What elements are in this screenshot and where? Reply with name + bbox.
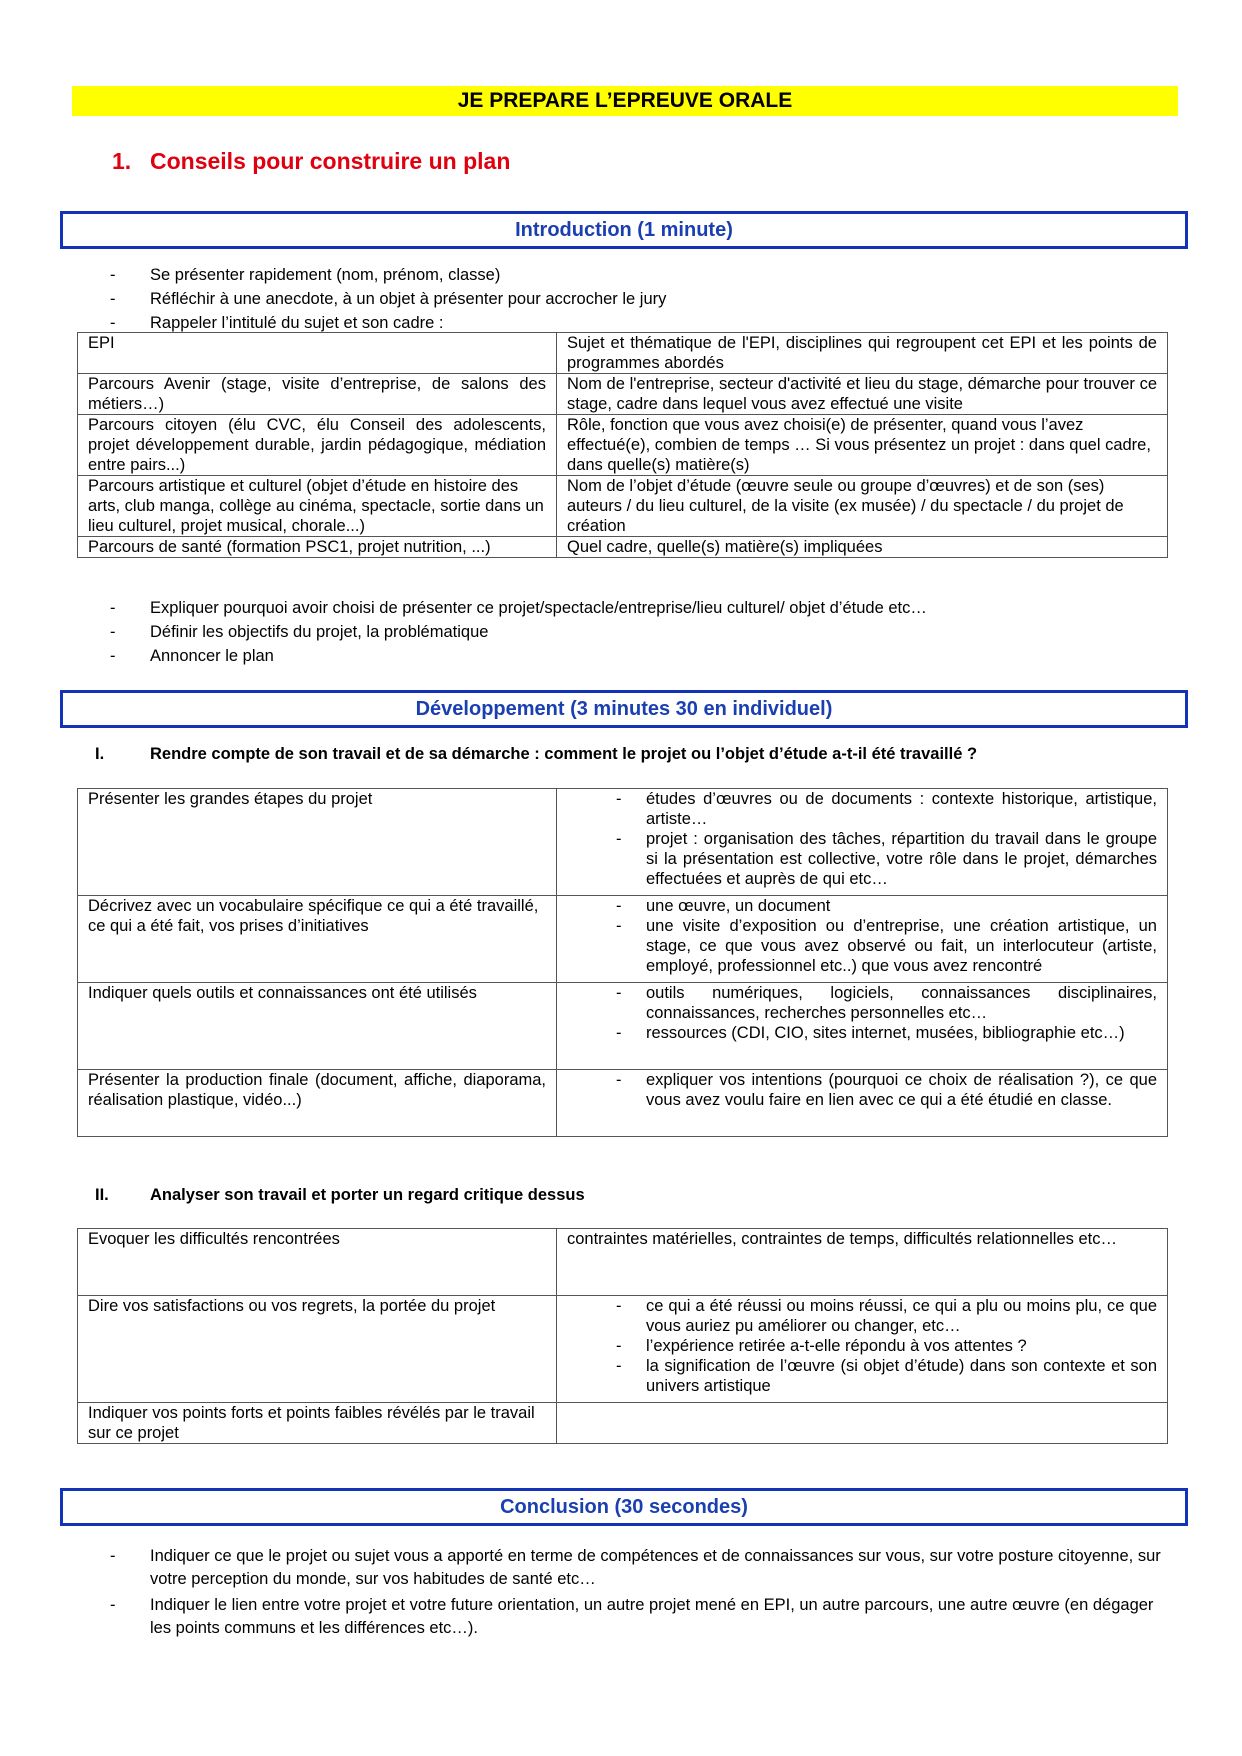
list-item: - ressources (CDI, CIO, sites internet, musées, bibliographie etc…) <box>567 1023 1157 1043</box>
conclusion-list <box>110 1545 1170 1640</box>
conclusion-header: Conclusion (30 secondes) <box>60 1488 1188 1526</box>
list-item: - Rappeler l’intitulé du sujet et son cadre : <box>110 314 444 332</box>
intro-bullet-list <box>110 263 666 335</box>
table-cell: contraintes matérielles, contraintes de temps, difficultés relationnelles etc… <box>557 1229 1168 1296</box>
list-item: - Se présenter rapidement (nom, prénom, classe) <box>110 266 501 284</box>
table-cell: Parcours de santé (formation PSC1, projet nutrition, ...) <box>78 537 557 558</box>
list-item: - Réfléchir à une anecdote, à un objet à présenter pour accrocher le jury <box>110 290 667 308</box>
table-cell: Parcours citoyen (élu CVC, élu Conseil des adolescents, projet développement durable, jardin pédagogique, médiation entre pairs...) <box>78 415 557 476</box>
table-cell: Rôle, fonction que vous avez choisi(e) de présenter, quand vous l’avez effectué(e), combien de temps … Si vous présentez un projet : dans quel cadre, dans quelle(s) matière(s) <box>557 415 1168 476</box>
list-item: - une visite d’exposition ou d’entreprise, une création artistique, un stage, ce que vous avez observé ou fait, un interlocuteur (artiste, employé, professionnel etc..) que vous avez rencontré <box>567 916 1157 976</box>
table-row <box>78 896 1168 983</box>
section-heading <box>112 148 510 175</box>
list-item: - ce qui a été réussi ou moins réussi, ce qui a plu ou moins plu, ce que vous auriez pu améliorer ou changer, etc… <box>567 1296 1157 1336</box>
dev-header: Développement (3 minutes 30 en individuel) <box>60 690 1188 728</box>
table-row <box>78 333 1168 374</box>
heading-text: Conseils pour construire un plan <box>150 148 511 174</box>
table-cell <box>557 1403 1168 1444</box>
table-cell <box>557 983 1168 1070</box>
page-title: JE PREPARE L’EPREUVE ORALE <box>72 86 1178 116</box>
table-cell: Evoquer les difficultés rencontrées <box>78 1229 557 1296</box>
list-item: - projet : organisation des tâches, répartition du travail dans le groupe si la présentation est collective, votre rôle dans le projet, démarches effectuées et auprès de qui etc… <box>567 829 1157 889</box>
part2-table <box>77 1228 1168 1444</box>
heading-number: 1. <box>112 148 132 174</box>
table-row <box>78 415 1168 476</box>
intro-header: Introduction (1 minute) <box>60 211 1188 249</box>
table-cell: Indiquer vos points forts et points faibles révélés par le travail sur ce projet <box>78 1403 557 1444</box>
table-cell: Nom de l'entreprise, secteur d'activité et lieu du stage, démarche pour trouver ce stage, cadre dans lequel vous avez effectué une visite <box>557 374 1168 415</box>
list-item: - Définir les objectifs du projet, la problématique <box>110 623 489 641</box>
part2-numeral: II. <box>95 1186 109 1204</box>
table-row <box>78 983 1168 1070</box>
table-row <box>78 1229 1168 1296</box>
table-cell: Présenter les grandes étapes du projet <box>78 789 557 896</box>
intro-after-list <box>110 596 927 668</box>
list-item: - la signification de l’œuvre (si objet d’étude) dans son contexte et son univers artistique <box>567 1356 1157 1396</box>
table-cell: Quel cadre, quelle(s) matière(s) impliquées <box>557 537 1168 558</box>
table-cell: Indiquer quels outils et connaissances ont été utilisés <box>78 983 557 1070</box>
list-item: - expliquer vos intentions (pourquoi ce choix de réalisation ?), ce que vous avez voulu faire en lien avec ce qui a été étudié en classe. <box>567 1070 1157 1110</box>
part1-heading <box>95 745 977 764</box>
table-cell <box>557 1070 1168 1137</box>
part2-title: Analyser son travail et porter un regard critique dessus <box>150 1186 585 1204</box>
table-row <box>78 537 1168 558</box>
list-item: - outils numériques, logiciels, connaissances disciplinaires, connaissances, recherches personnelles etc… <box>567 983 1157 1023</box>
list-item: - l’expérience retirée a-t-elle répondu à vos attentes ? <box>567 1336 1157 1356</box>
table-row <box>78 476 1168 537</box>
list-item: - études d’œuvres ou de documents : contexte historique, artistique, artiste… <box>567 789 1157 829</box>
table-cell: Décrivez avec un vocabulaire spécifique ce qui a été travaillé, ce qui a été fait, vos prises d’initiatives <box>78 896 557 983</box>
list-item: - Annoncer le plan <box>110 647 274 665</box>
table-cell <box>557 789 1168 896</box>
part1-numeral: I. <box>95 745 105 763</box>
list-item: - Indiquer ce que le projet ou sujet vous a apporté en terme de compétences et de connaissances sur vous, sur votre posture citoyenne, sur votre perception du monde, sur vos habitudes de santé etc… <box>110 1547 1161 1588</box>
table-row <box>78 789 1168 896</box>
table-cell <box>557 896 1168 983</box>
table-row <box>78 1403 1168 1444</box>
table-row <box>78 374 1168 415</box>
list-item: - Expliquer pourquoi avoir choisi de présenter ce projet/spectacle/entreprise/lieu culturel/ objet d’étude etc… <box>110 599 927 617</box>
intro-table <box>77 332 1168 558</box>
table-row <box>78 1070 1168 1137</box>
table-cell: Nom de l’objet d’étude (œuvre seule ou groupe d’œuvres) et de son (ses) auteurs / du lieu culturel, de la visite (ex musée) / du spectacle / du projet de création <box>557 476 1168 537</box>
table-cell: Dire vos satisfactions ou vos regrets, la portée du projet <box>78 1296 557 1403</box>
table-cell: Parcours artistique et culturel (objet d’étude en histoire des arts, club manga, collège au cinéma, spectacle, sortie dans un lieu culturel, projet musical, chorale...) <box>78 476 557 537</box>
part2-heading <box>95 1186 585 1205</box>
table-cell: Parcours Avenir (stage, visite d’entreprise, de salons des métiers…) <box>78 374 557 415</box>
part1-table <box>77 788 1168 1137</box>
table-cell: Présenter la production finale (document, affiche, diaporama, réalisation plastique, vidéo...) <box>78 1070 557 1137</box>
table-row <box>78 1296 1168 1403</box>
table-cell <box>557 1296 1168 1403</box>
list-item: - Indiquer le lien entre votre projet et votre future orientation, un autre projet mené en EPI, un autre parcours, une autre œuvre (en dégager les points communs et les différences etc…). <box>110 1596 1154 1637</box>
list-item: - une œuvre, un document <box>567 896 1157 916</box>
part1-title: Rendre compte de son travail et de sa démarche : comment le projet ou l’objet d’étude a-t-il été travaillé ? <box>150 745 978 763</box>
table-cell: EPI <box>78 333 557 374</box>
table-cell: Sujet et thématique de l'EPI, disciplines qui regroupent cet EPI et les points de programmes abordés <box>557 333 1168 374</box>
